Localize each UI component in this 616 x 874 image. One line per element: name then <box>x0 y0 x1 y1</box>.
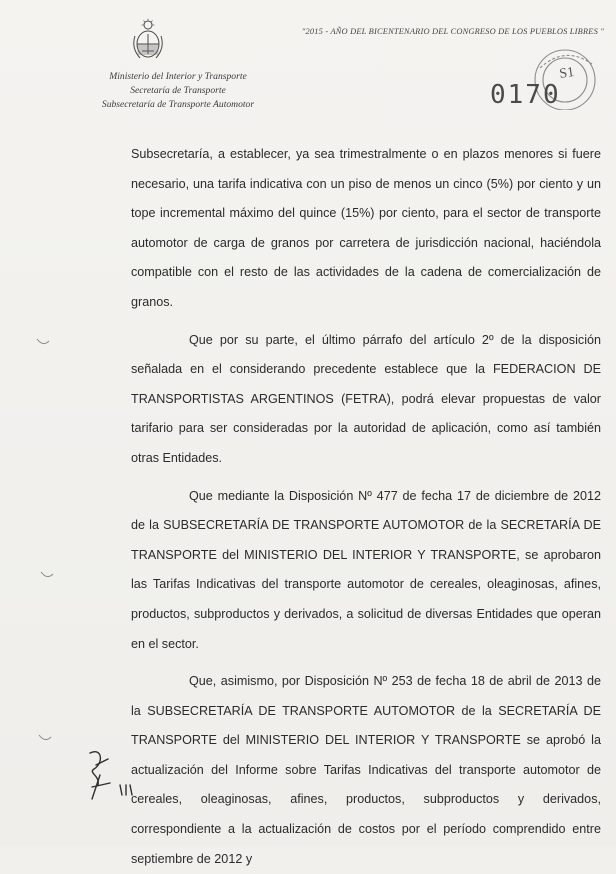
scan-mark <box>40 570 54 580</box>
folio-number: 0170 <box>490 80 561 110</box>
year-banner: "2015 - AÑO DEL BICENTENARIO DEL CONGRESO DE LOS PUEBLOS LIBRES " <box>301 27 604 36</box>
handwritten-signature <box>80 745 150 805</box>
svg-text:S1: S1 <box>558 65 576 82</box>
document-body <box>131 140 601 874</box>
body-paragraph: Que mediante la Disposición Nº 477 de fecha 17 de diciembre de 2012 de la SUBSECRETARÍA DE TRANSPORTE AUTOMOTOR de la SECRETARÍA DE TRANSPORTE del MINISTERIO DEL INTERIOR Y TRANSPORTE, se aprobaron las Tarifas Indicativas del transporte automotor de cereales, oleaginosas, afines, productos, subproductos y derivados, a solicitud de diversas Entidades que operan en el sector. <box>131 488 601 651</box>
scan-mark <box>36 337 50 347</box>
national-emblem-icon <box>130 18 166 62</box>
ministry-letterhead <box>58 70 298 112</box>
subsecretariat-name: Subsecretaría de Transporte Automotor <box>101 99 255 110</box>
body-paragraph: Que, asimismo, por Disposición Nº 253 de fecha 18 de abril de 2013 de la SUBSECRETARÍA DE TRANSPORTE AUTOMOTOR de la SECRETARÍA DE TRANSPORTE del MINISTERIO DEL INTERIOR Y TRANSPORTE se aprobó la actualización del Informe sobre Tarifas Indicativas del transporte automotor de cereales, oleaginosas, afines, productos, subproductos y derivados, correspondiente a la actualización de costos por el período comprendido entre septiembre de 2012 y <box>131 674 601 866</box>
secretariat-name: Secretaría de Transporte <box>130 85 226 96</box>
scan-mark <box>38 733 52 743</box>
body-paragraph: Que por su parte, el último párrafo del artículo 2º de la disposición señalada en el considerando precedente establece que la FEDERACION DE TRANSPORTISTAS ARGENTINOS (FETRA), podrá elevar propuestas de valor tarifario para ser consideradas por la autoridad de aplicación, como así también otras Entidades. <box>131 332 601 465</box>
body-paragraph: Subsecretaría, a establecer, ya sea trimestralmente o en plazos menores si fuere necesario, una tarifa indicativa con un piso de menos un cinco (5%) por ciento y un tope incremental máximo del quince (15%) por ciento, para el sector de transporte automotor de carga de granos por carretera de jurisdicción nacional, haciéndola compatible con el resto de las actividades de la cadena de comercialización de granos. <box>131 147 601 309</box>
ministry-name: Ministerio del Interior y Transporte <box>109 71 247 82</box>
